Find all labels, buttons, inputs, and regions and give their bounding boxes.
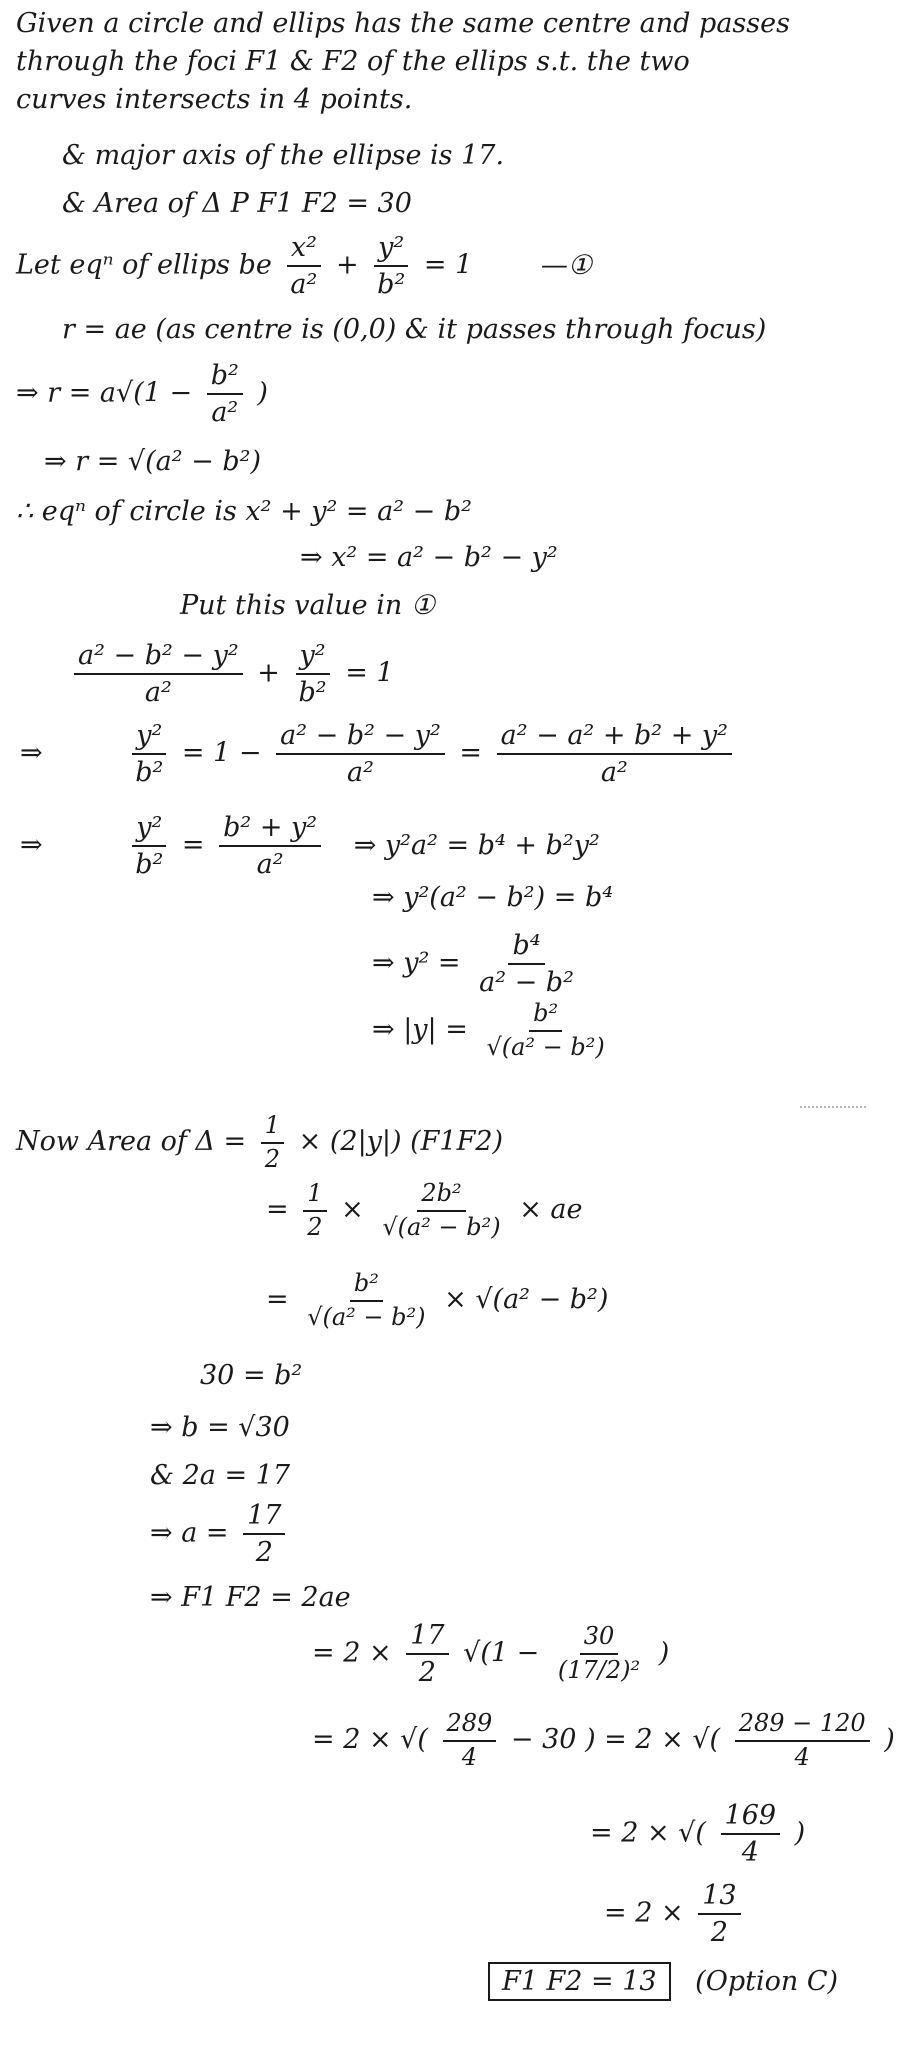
equation-tag: —① xyxy=(540,249,593,281)
f1f2-line-4: = 2 × √( $\frac{169}{4}$ ) xyxy=(590,1800,806,1869)
r-sqrt-line-1: ⇒ r = a√(1 − $\frac{\text{b²}}{\text{a²}}$ ) xyxy=(16,360,268,429)
problem-line-5: & Area of Δ P F1 F2 = 30 xyxy=(62,188,412,219)
step-4: ⇒ y² = $\frac{\text{b⁴}}{\text{a² − b²}}$ xyxy=(372,930,574,999)
answer-box: F1 F2 = 13 xyxy=(488,1962,671,2001)
area-line-1: Now Area of Δ = $\frac{1}{2}$ × (2|y|) (F1F2) xyxy=(16,1111,504,1173)
x-squared-equation: ⇒ x² = a² − b² − y² xyxy=(300,542,558,573)
f1f2-line-3: = 2 × √( $\frac{289}{4}$ − 30 ) = 2 × √( $\frac{289 - 120}{4}$ ) xyxy=(312,1709,895,1771)
r-sqrt-line-2: ⇒ r = √(a² − b²) xyxy=(44,446,261,477)
final-answer xyxy=(488,1966,838,1997)
f1f2-line-5: = 2 × $\frac{13}{2}$ xyxy=(604,1880,747,1948)
area-line-2: = $\frac{1}{2}$ × $\frac{\text{2b²}}{\text{√(a² − b²)}}$ × ae xyxy=(266,1179,583,1241)
two-a-line: & 2a = 17 xyxy=(150,1460,291,1491)
step-5: ⇒ |y| = $\frac{\text{b²}}{\text{√(a² − b²)}}$ xyxy=(372,999,605,1061)
r-equals-ae: r = ae (as centre is (0,0) & it passes through focus) xyxy=(62,314,767,345)
a-line: ⇒ a = $\frac{17}{2}$ xyxy=(150,1500,291,1568)
problem-line-3: curves intersects in 4 points. xyxy=(16,84,413,115)
b-squared-line: 30 = b² xyxy=(200,1360,303,1391)
step-2: ⇒ $\frac{\text{y²}}{\text{b²}}$ = $\frac{\text{b² + y²}}{\text{a²}}$ ⇒ y²a² = b⁴ + b²y² xyxy=(20,812,600,881)
problem-line-1: Given a circle and ellips has the same centre and passes xyxy=(16,8,790,39)
answer-option: (Option C) xyxy=(695,1966,839,1997)
f1f2-line-2: = 2 × $\frac{17}{2}$ √(1 − $\frac{30}{\text{(17/2)²}}$ ) xyxy=(312,1620,670,1689)
b-line: ⇒ b = √30 xyxy=(150,1412,290,1443)
substitution-line: $\frac{\text{a² − b² − y²}}{\text{a²}}$ + $\frac{\text{y²}}{\text{b²}}$ = 1 xyxy=(68,640,394,708)
circle-equation: ∴ eqⁿ of circle is x² + y² = a² − b² xyxy=(16,496,472,527)
y2-over-b2: $\frac{\text{y²}}{\text{b²}}$ xyxy=(373,232,409,300)
x2-over-a2: $\frac{\text{x²}}{\text{a²}}$ xyxy=(286,232,321,300)
ellipse-equation: Let eqⁿ of ellips be $\frac{\text{x²}}{\text{a²}}$ + $\frac{\text{y²}}{\text{b²}}$ = 1 —① xyxy=(16,232,593,301)
problem-line-4: & major axis of the ellipse is 17. xyxy=(62,140,505,171)
area-line-3: = $\frac{\text{b²}}{\text{√(a² − b²)}}$ × √(a² − b²) xyxy=(266,1269,609,1331)
step-3: ⇒ y²(a² − b²) = b⁴ xyxy=(372,882,614,913)
problem-line-2: through the foci F1 & F2 of the ellips s.t. the two xyxy=(16,46,690,77)
step-1: ⇒ $\frac{\text{y²}}{\text{b²}}$ = 1 − $\frac{\text{a² − b² − y²}}{\text{a²}}$ = $\frac{\text{a² − a² + b² + y²}}{\text{a²}}$ xyxy=(20,720,738,788)
put-value-note: Put this value in ① xyxy=(180,590,436,621)
faint-divider xyxy=(800,1106,866,1108)
f1f2-line-1: ⇒ F1 F2 = 2ae xyxy=(150,1582,351,1613)
